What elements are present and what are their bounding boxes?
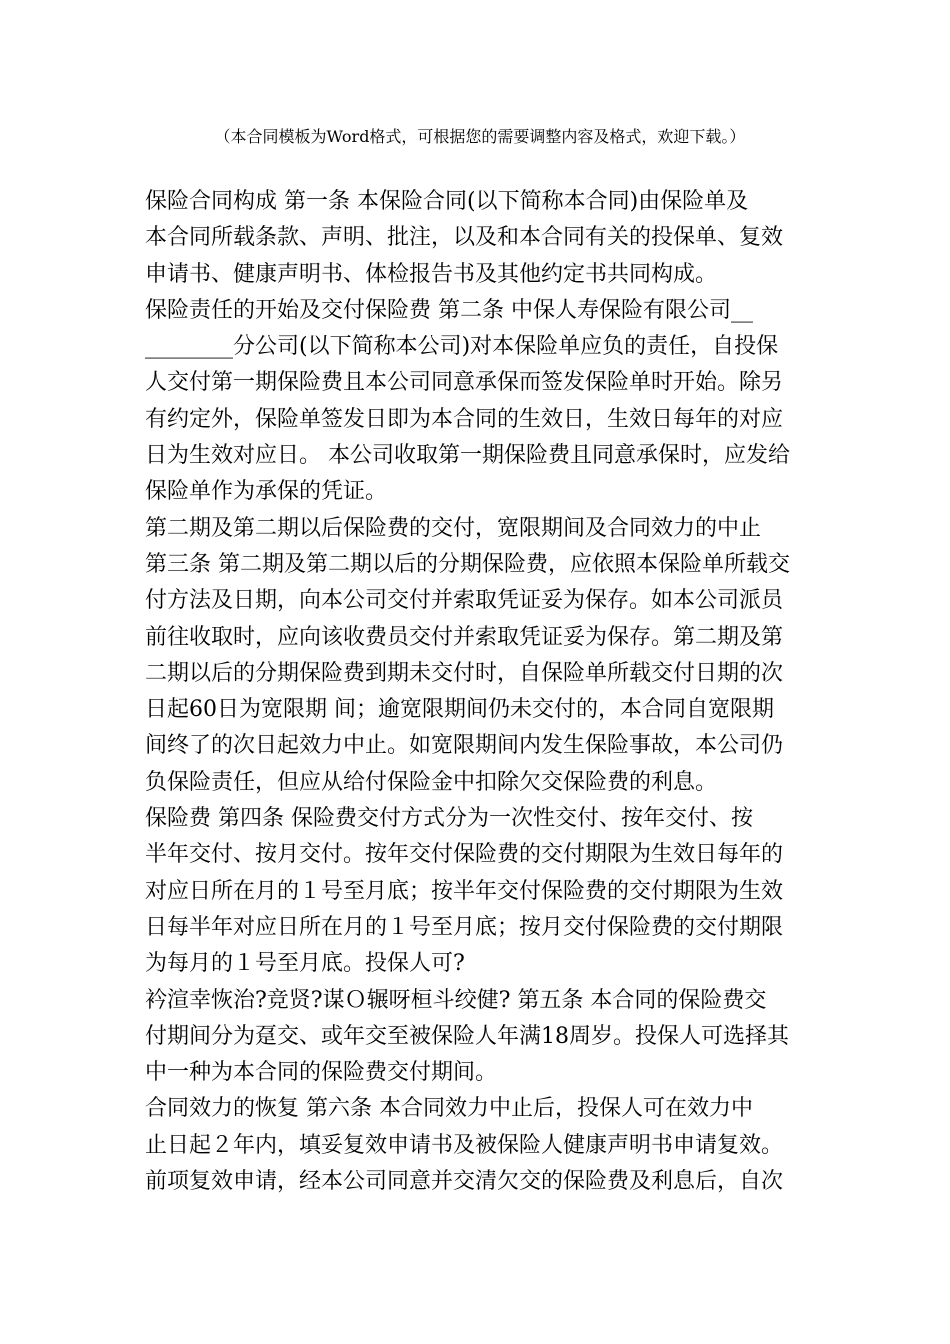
text-line: 申请书、健康声明书、体检报告书及其他约定书共同构成。 [145,261,718,287]
text-line: 保险合同构成 第一条 本保险合同(以下简称本合同)由保险单及 [145,189,749,214]
text-line: 有约定外，保险单签发日即为本合同的生效日，生效日每年的对应 [145,406,784,432]
text-line: 保险费 第四条 保险费交付方式分为一次性交付、按年交付、按 [145,806,753,832]
contract-body [145,184,805,1200]
text-line: 本合同所载条款、声明、批注，以及和本合同有关的投保单、复效 [145,225,784,251]
template-note: （本合同模板为Word格式，可根据您的需要调整内容及格式，欢迎下载。） [214,127,746,146]
text-line: 合同效力的恢复 第六条 本合同效力中止后，投保人可在效力中 [145,1096,753,1122]
text-line: 日每半年对应日所在月的１号至月底；按月交付保险费的交付期限 [145,914,784,940]
text-line: 第三条 第二期及第二期以后的分期保险费，应依照本保险单所载交 [145,551,790,577]
text-line: 付期间分为趸交、或年交至被保险人年满18周岁。投保人可选择其 [145,1023,789,1049]
text-line: 间终了的次日起效力中止。如宽限期间内发生保险事故，本公司仍 [145,733,784,759]
text-line: 保险责任的开始及交付保险费 第二条 中保人寿保险有限公司__ [145,297,753,323]
text-line: 二期以后的分期保险费到期未交付时，自保险单所载交付日期的次 [145,660,784,686]
text-line: 前往收取时，应向该收费员交付并索取凭证妥为保存。第二期及第 [145,624,784,650]
text-line: 衿渲幸恢治?竞贤?谋Ｏ辗呀桓斗绞健? 第五条 本合同的保险费交 [145,987,767,1013]
text-line: 中一种为本合同的保险费交付期间。 [145,1060,498,1086]
text-line: 负保险责任，但应从给付保险金中扣除欠交保险费的利息。 [145,769,718,795]
text-line: 对应日所在月的１号至月底；按半年交付保险费的交付期限为生效 [145,878,784,904]
text-line: 止日起２年内，填妥复效申请书及被保险人健康声明书申请复效。 [145,1132,784,1158]
text-line: 付方法及日期，向本公司交付并索取凭证妥为保存。如本公司派员 [145,588,784,614]
text-line: 为每月的１号至月底。投保人可? [145,951,465,977]
text-line: 人交付第一期保险费且本公司同意承保而签发保险单时开始。除另 [145,370,784,396]
text-line: 日为生效对应日。 本公司收取第一期保险费且同意承保时，应发给 [145,443,790,469]
text-line: 保险单作为承保的凭证。 [145,479,388,505]
text-line: 第二期及第二期以后保险费的交付，宽限期间及合同效力的中止 [145,515,762,541]
text-line: 日起60日为宽限期 间；逾宽限期间仍未交付的，本合同自宽限期 [145,697,774,723]
text-line: 半年交付、按月交付。按年交付保险费的交付期限为生效日每年的 [145,842,784,868]
text-line: ________分公司(以下简称本公司)对本保险单应负的责任，自投保 [145,334,779,360]
text-line: 前项复效申请，经本公司同意并交清欠交的保险费及利息后，自次 [145,1169,784,1195]
